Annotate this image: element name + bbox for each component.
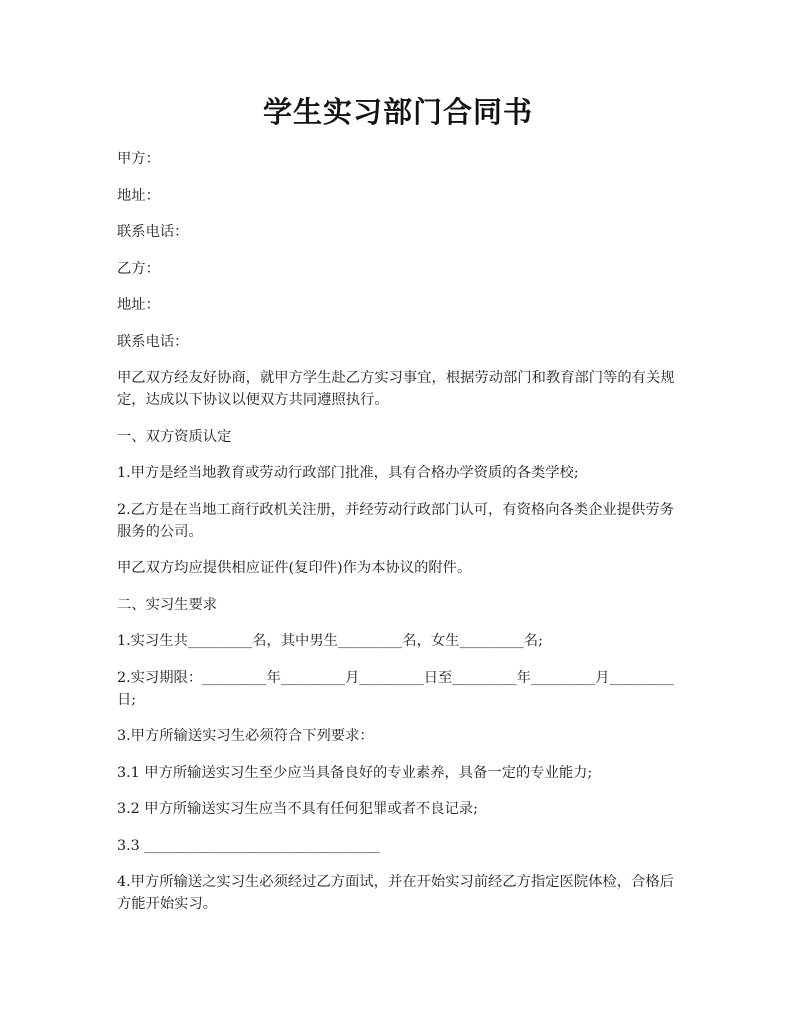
- clause-2-1-intern-count: 1.实习生共_________名，其中男生_________名，女生_________名;: [117, 633, 543, 649]
- clause-2-3-3: 3.3 _________________________________: [117, 837, 381, 854]
- party-a-phone-label: 联系电话：: [117, 224, 189, 240]
- document-body: [117, 148, 682, 930]
- party-a-label: 甲方：: [117, 151, 160, 167]
- party-b-phone-label: 联系电话：: [117, 333, 189, 350]
- clause-1-1: 1.甲方是经当地教育或劳动行政部门批准，具有合格办学资质的各类学校;: [117, 465, 579, 481]
- clause-2-4: 4.甲方所输送之实习生必须经过乙方面试，并在开始实习前经乙方指定医院体检，合格后方能开始实习。: [117, 874, 674, 912]
- party-b-label: 乙方：: [117, 260, 160, 277]
- clause-1-2: 2.乙方是在当地工商行政机关注册，并经劳动行政部门认可，有资格向各类企业提供劳务服务的公司。: [117, 501, 674, 540]
- clause-1-attachment: 甲乙双方均应提供相应证件(复印件)作为本协议的附件。: [117, 560, 472, 576]
- clause-2-3-2: 3.2 甲方所输送实习生应当不具有任何犯罪或者不良记录;: [117, 801, 478, 817]
- section-heading-qualification: 一、双方资质认定: [117, 428, 232, 445]
- clause-2-2-intern-period: 2.实习期限：_________年_________月_________日至_________年_________月_________日;: [117, 669, 674, 708]
- party-b-address-label: 地址：: [117, 297, 160, 313]
- preamble-paragraph: 甲乙双方经友好协商，就甲方学生赴乙方实习事宜，根据劳动部门和教育部门等的有关规定，达成以下协议以便双方共同遵照执行。: [117, 370, 675, 408]
- section-heading-intern-requirements: 二、实习生要求: [117, 596, 218, 613]
- party-a-address-label: 地址：: [117, 187, 160, 204]
- document-title: 学生实习部门合同书: [262, 95, 533, 129]
- clause-2-3: 3.甲方所输送实习生必须符合下列要求：: [117, 728, 374, 744]
- clause-2-3-1: 3.1 甲方所输送实习生至少应当具备良好的专业素养，具备一定的专业能力;: [117, 764, 593, 781]
